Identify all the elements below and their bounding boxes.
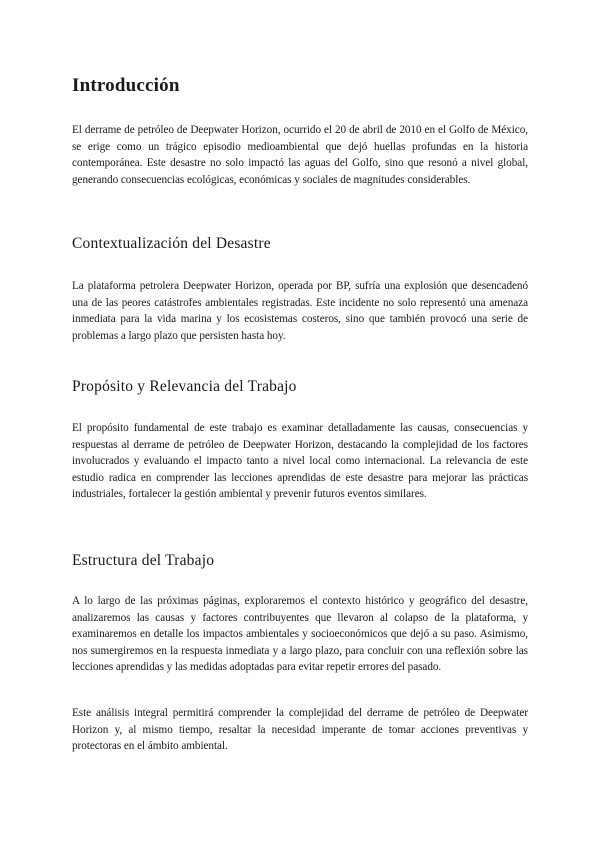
section-paragraph-structure-1: A lo largo de las próximas páginas, exploraremos el contexto histórico y geográfico del desastre, analizaremos las causas y factores contribuyentes que llevaron al colapso de la plataforma, y examinaremos en detalle los impactos ambientales y socioeconómicos que dejó a su paso. Asimismo, nos sumergiremos en la respuesta inmediata y a largo plazo, para concluir con una reflexión sobre las lecciones aprendidas y las medidas adoptadas para evitar repetir errores del pasado. — [72, 595, 528, 674]
section-paragraph-context: La plataforma petrolera Deepwater Horizon, operada por BP, sufría una explosión que desencadenó una de las peores catástrofes ambientales registradas. Este incidente no solo representó una amenaza inmediata para la vida marina y los ecosistemas costeros, sino que también provocó una serie de problemas a largo plazo que persisten hasta hoy. — [72, 280, 528, 342]
intro-paragraph: El derrame de petróleo de Deepwater Horizon, ocurrido el 20 de abril de 2010 en el Golfo de México, se erige como un trágico episodio medioambiental que dejó huellas profundas en la historia contemporánea. Este desastre no solo impactó las aguas del Golfo, sino que resonó a nivel global, generando consecuencias ecológicas, económicas y sociales de magnitudes considerables. — [72, 124, 528, 186]
page-title: Introducción — [72, 75, 180, 96]
section-heading-context: Contextualización del Desastre — [72, 235, 271, 252]
section-heading-purpose: Propósito y Relevancia del Trabajo — [72, 378, 297, 395]
section-heading-structure: Estructura del Trabajo — [72, 552, 215, 569]
section-paragraph-structure-2: Este análisis integral permitirá comprender la complejidad del derrame de petróleo de Deepwater Horizon y, al mismo tiempo, resaltar la necesidad imperante de tomar acciones preventivas y protectoras en el ámbito ambiental. — [72, 707, 528, 753]
section-paragraph-purpose: El propósito fundamental de este trabajo es examinar detalladamente las causas, consecuencias y respuestas al derrame de petróleo de Deepwater Horizon, destacando la complejidad de los factores involucrados y evaluando el impacto tanto a nivel local como internacional. La relevancia de este estudio radica en comprender las lecciones aprendidas de este desastre para mejorar las prácticas industriales, fortalecer la gestión ambiental y prevenir futuros eventos similares. — [72, 422, 528, 501]
